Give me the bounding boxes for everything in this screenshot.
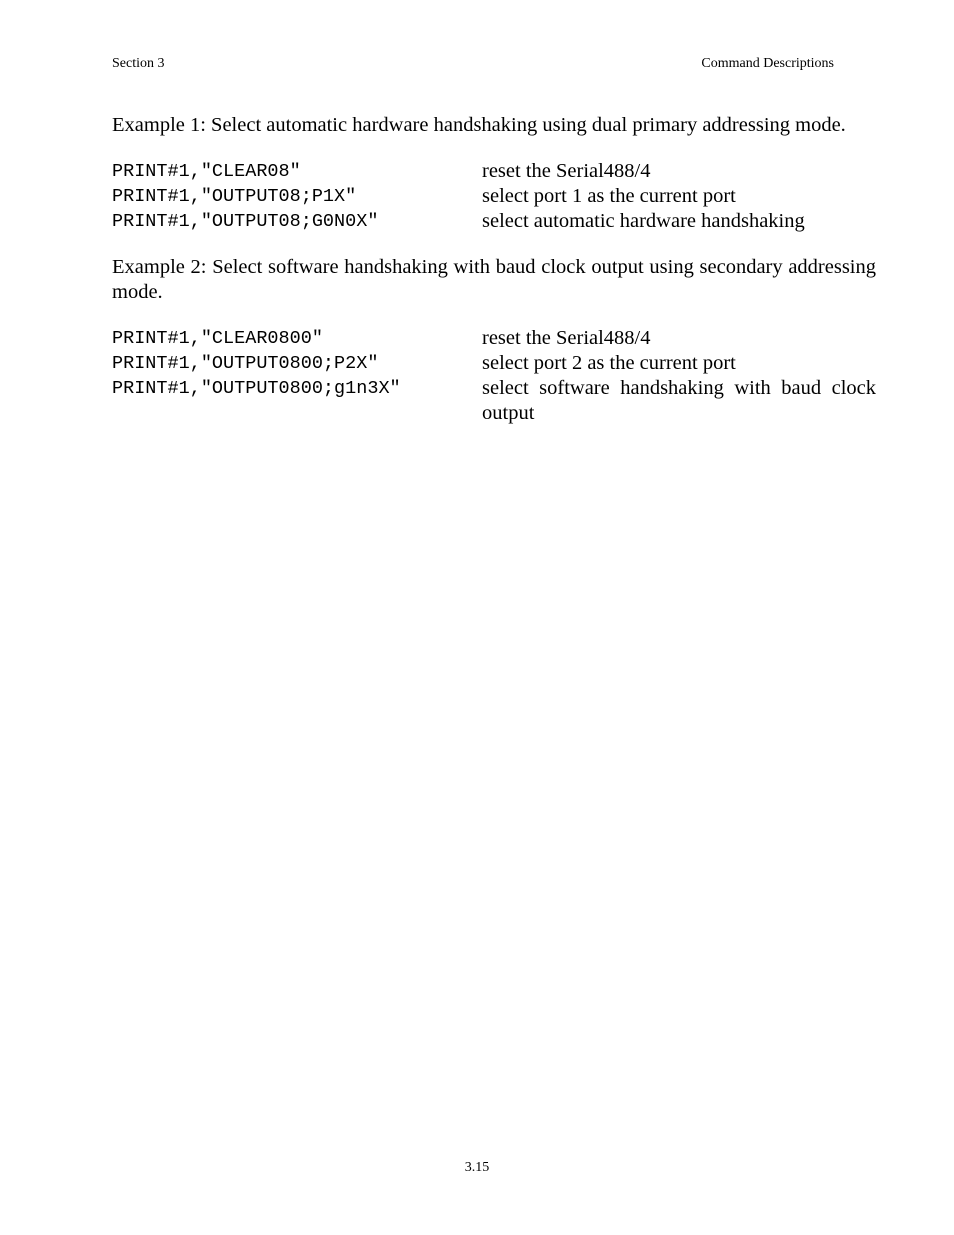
code-description: select port 1 as the current port [482,185,736,207]
page-number: 3.15 [464,1160,490,1175]
code-description: select software handshaking with baud clock output [482,377,876,424]
code-row [112,351,876,376]
example-1-code-block [112,159,876,234]
example-1-intro: Example 1: Select automatic hardware handshaking using dual primary addressing mode. [112,114,846,136]
code-description: select automatic hardware handshaking [482,210,805,232]
page-header [112,56,834,76]
code-command: PRINT#1,"OUTPUT08;P1X" [112,186,357,207]
code-row [112,326,876,351]
example-2-intro: Example 2: Select software handshaking with baud clock output using secondary addressing mode. [112,256,876,303]
example-2-code-block [112,326,876,426]
section-label: Section 3 [112,56,165,71]
code-row [112,159,876,184]
chapter-title: Command Descriptions [701,56,834,71]
code-command: PRINT#1,"OUTPUT0800;g1n3X" [112,378,401,399]
code-row [112,376,876,426]
code-row [112,209,876,234]
code-command: PRINT#1,"OUTPUT08;G0N0X" [112,211,379,232]
code-row [112,184,876,209]
document-body [112,113,876,447]
code-command: PRINT#1,"CLEAR0800" [112,328,323,349]
code-description: reset the Serial488/4 [482,160,651,182]
code-description: reset the Serial488/4 [482,327,651,349]
code-command: PRINT#1,"CLEAR08" [112,161,301,182]
code-command: PRINT#1,"OUTPUT0800;P2X" [112,353,379,374]
code-description: select port 2 as the current port [482,352,736,374]
